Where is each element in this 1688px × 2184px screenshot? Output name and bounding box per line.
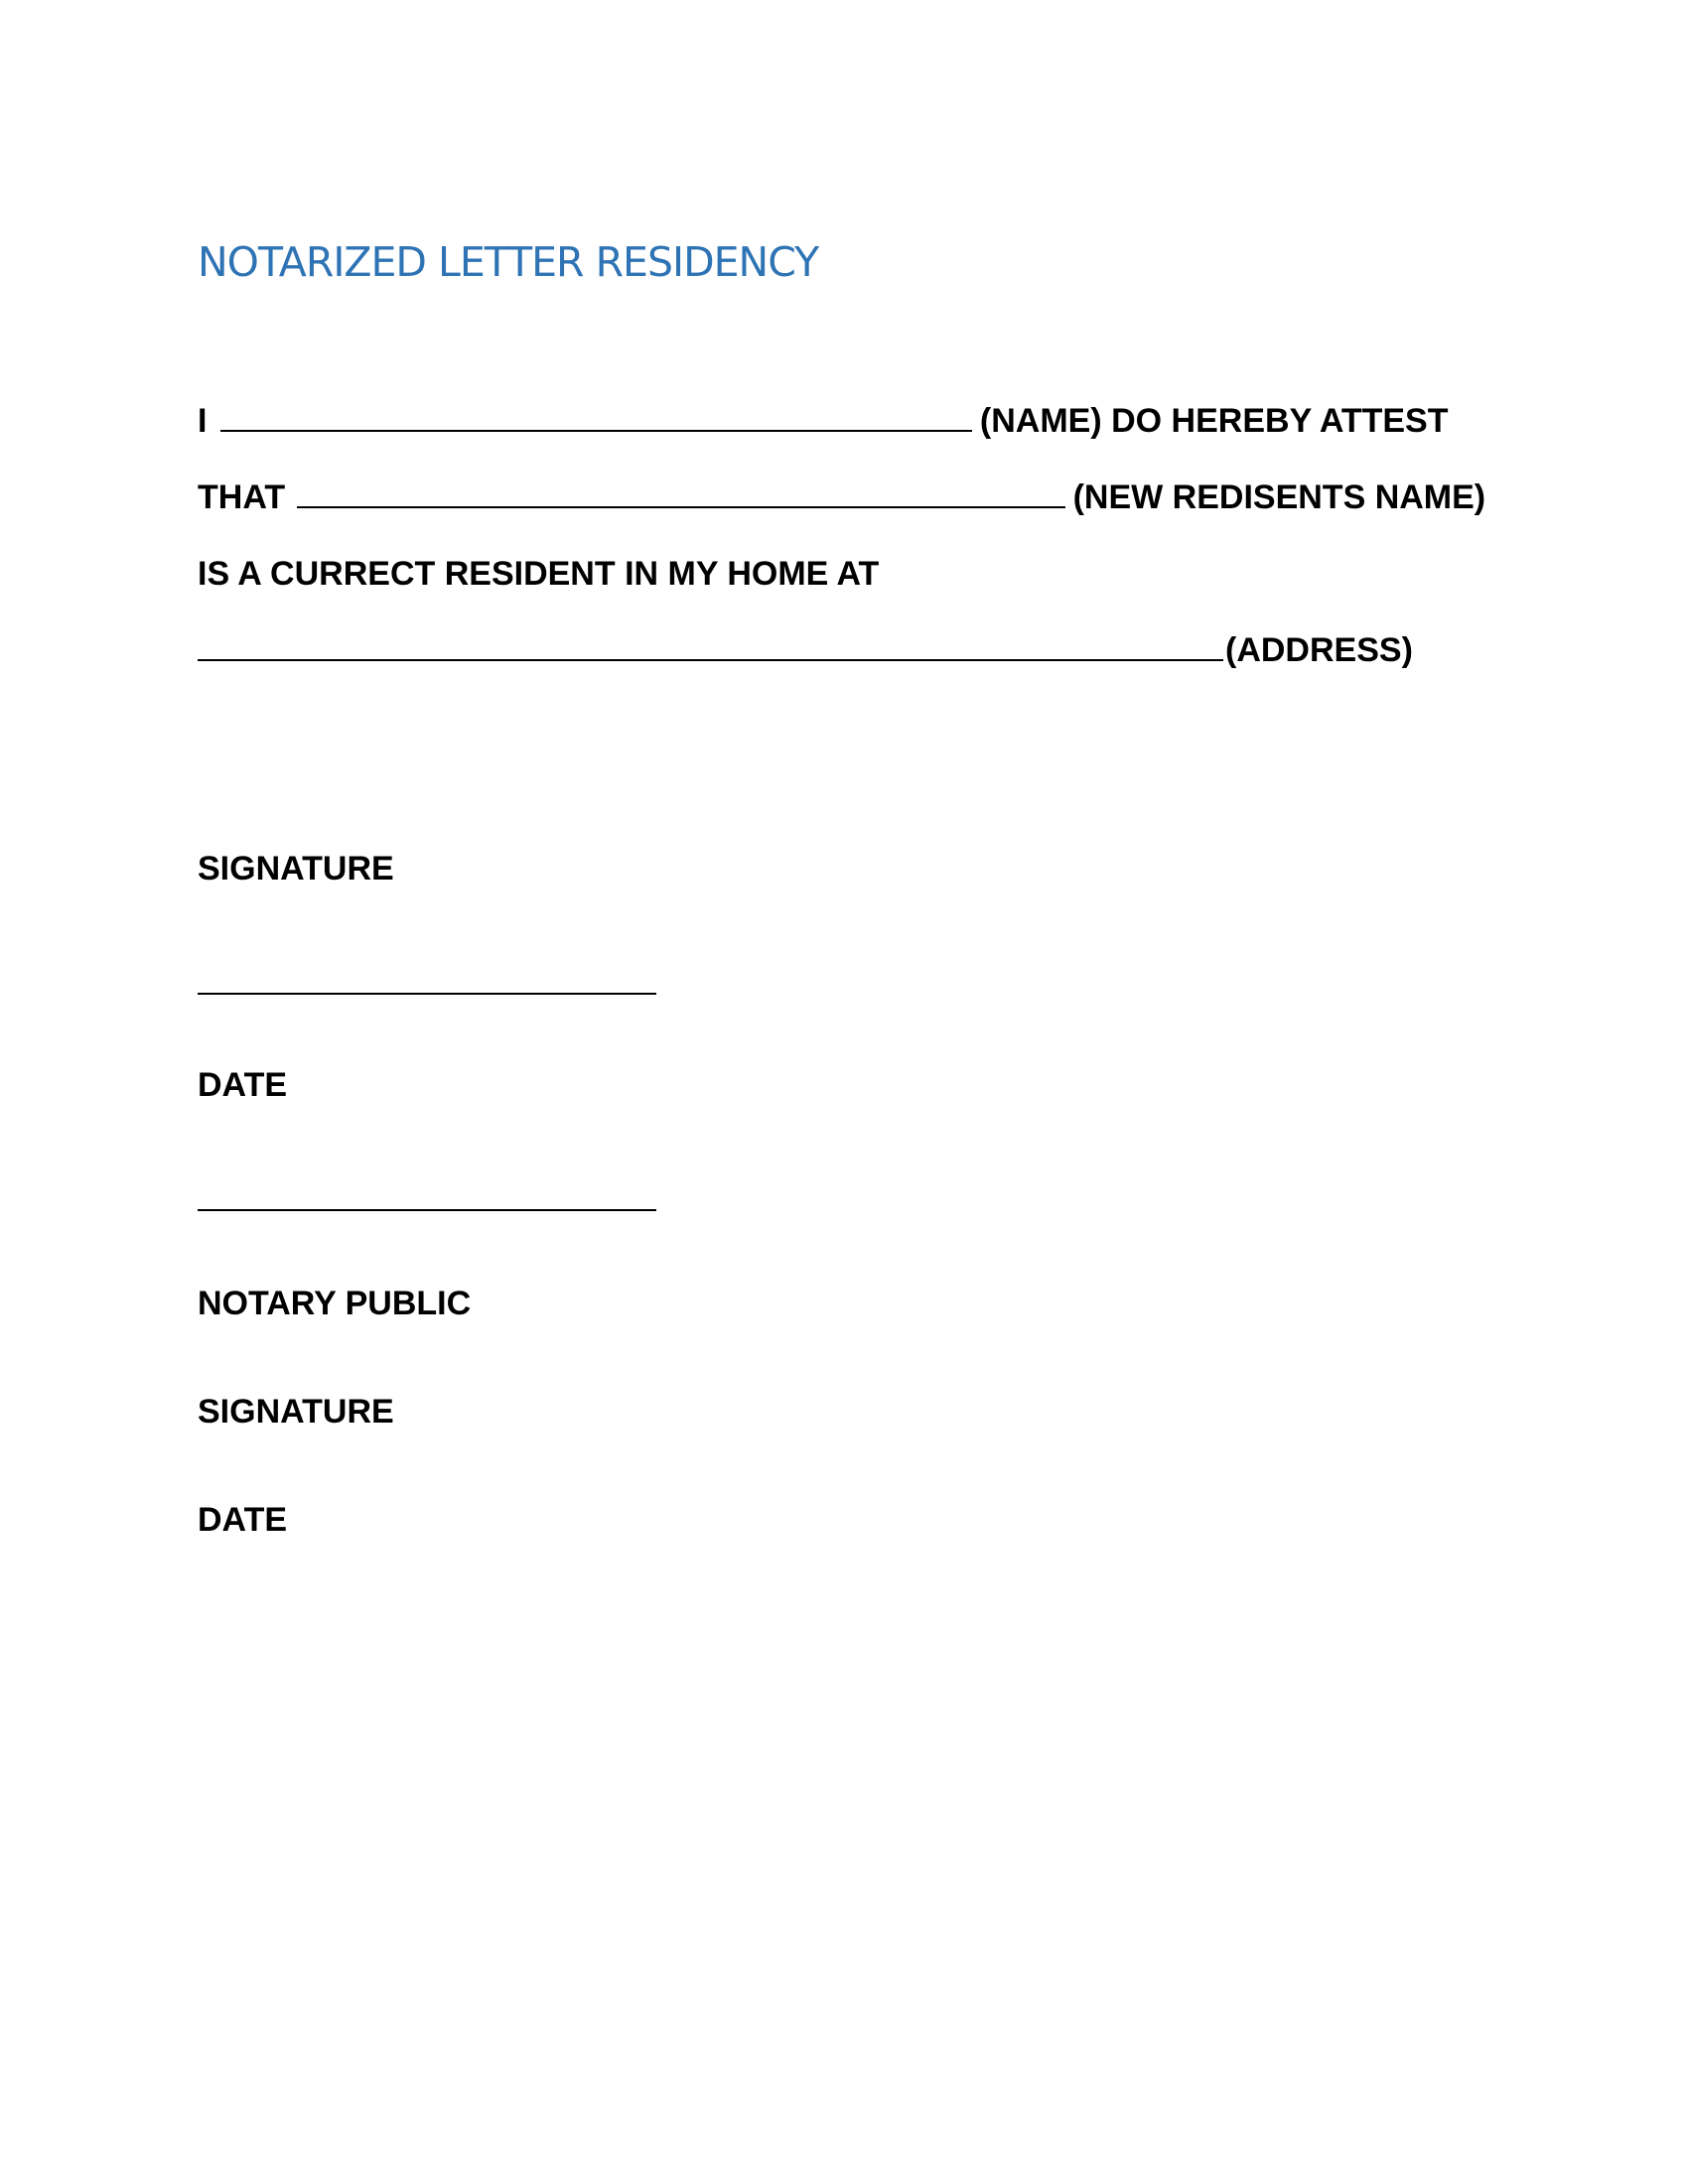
attest-line-resident-prefix: THAT bbox=[198, 478, 286, 516]
attest-line-address bbox=[198, 630, 1413, 670]
signature-label: SIGNATURE bbox=[198, 850, 394, 887]
document-title: NOTARIZED LETTER RESIDENCY bbox=[198, 238, 819, 286]
notary-date-label: DATE bbox=[198, 1501, 288, 1539]
address-blank[interactable] bbox=[198, 659, 1223, 661]
name-blank[interactable] bbox=[220, 430, 972, 432]
signature-line[interactable] bbox=[198, 993, 656, 995]
date-label: DATE bbox=[198, 1066, 288, 1104]
attest-line-home: IS A CURRECT RESIDENT IN MY HOME AT bbox=[198, 555, 880, 593]
attest-line-name bbox=[198, 401, 1449, 441]
attest-line-resident bbox=[198, 478, 1485, 517]
attest-line-address-suffix: (ADDRESS) bbox=[1225, 631, 1413, 669]
notary-public-heading: NOTARY PUBLIC bbox=[198, 1285, 472, 1322]
attest-line-name-prefix: I bbox=[198, 402, 208, 440]
date-line[interactable] bbox=[198, 1209, 656, 1211]
attest-line-name-suffix: (NAME) DO HEREBY ATTEST bbox=[979, 402, 1449, 440]
attest-line-resident-suffix: (NEW REDISENTS NAME) bbox=[1072, 478, 1486, 516]
resident-name-blank[interactable] bbox=[297, 506, 1065, 508]
notary-signature-label: SIGNATURE bbox=[198, 1393, 394, 1431]
